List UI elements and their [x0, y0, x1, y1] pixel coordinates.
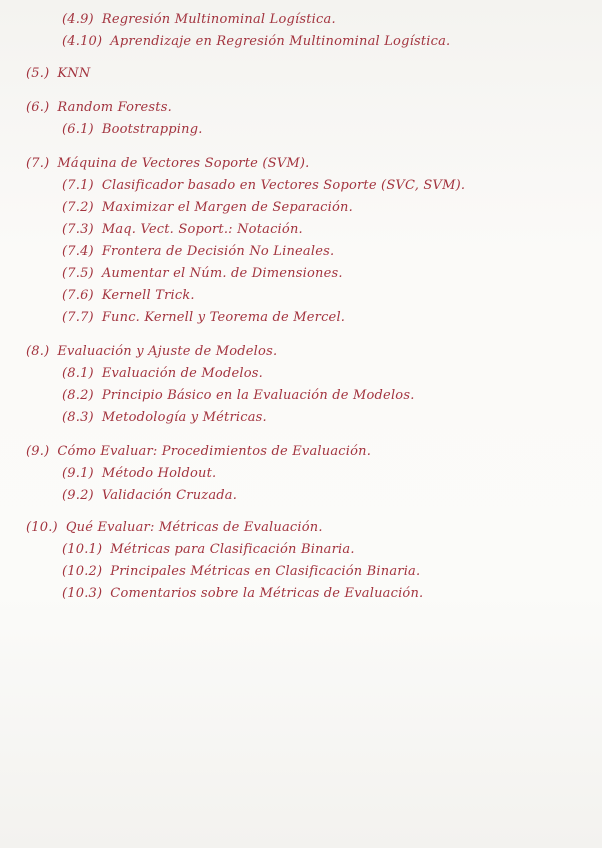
section-number: (5.) [26, 66, 50, 81]
entry-number: (10.1) [62, 542, 103, 557]
entry-number: (9.2) [62, 488, 94, 503]
entry-number: (7.5) [62, 266, 94, 281]
toc-entry [62, 388, 415, 404]
section-title: KNN [57, 66, 91, 81]
toc-section [26, 344, 277, 360]
entry-text: Aprendizaje en Regresión Multinominal Logística. [110, 34, 451, 49]
section-number: (7.) [26, 156, 50, 171]
entry-text: Maximizar el Margen de Separación. [101, 200, 353, 215]
entry-number: (4.10) [62, 34, 103, 49]
entry-number: (7.4) [62, 244, 94, 259]
entry-text: Clasificador basado en Vectores Soporte (SVC, SVM). [101, 178, 466, 193]
toc-entry [62, 586, 423, 602]
toc-entry [62, 244, 334, 260]
entry-text: Maq. Vect. Soport.: Notación. [101, 222, 303, 237]
entry-number: (7.3) [62, 222, 94, 237]
toc-entry [62, 266, 343, 282]
entry-text: Principales Métricas en Clasificación Binaria. [110, 564, 421, 579]
entry-number: (7.6) [62, 288, 94, 303]
entry-text: Func. Kernell y Teorema de Mercel. [101, 310, 346, 325]
entry-text: Metodología y Métricas. [101, 410, 267, 425]
entry-text: Bootstrapping. [101, 122, 203, 137]
toc-entry [62, 410, 267, 426]
section-number: (9.) [26, 444, 50, 459]
toc-entry [62, 200, 353, 216]
entry-text: Métricas para Clasificación Binaria. [110, 542, 355, 557]
entry-text: Método Holdout. [101, 466, 217, 481]
entry-number: (7.1) [62, 178, 94, 193]
section-number: (10.) [26, 520, 58, 535]
toc-entry [62, 564, 420, 580]
section-title: Evaluación y Ajuste de Modelos. [57, 344, 278, 359]
toc-section [26, 520, 323, 536]
toc-entry [62, 466, 216, 482]
toc-entry [62, 288, 195, 304]
entry-number: (7.2) [62, 200, 94, 215]
section-title: Cómo Evaluar: Procedimientos de Evaluación. [57, 444, 372, 459]
entry-number: (8.2) [62, 388, 94, 403]
entry-number: (8.3) [62, 410, 94, 425]
section-number: (6.) [26, 100, 50, 115]
toc-entry [62, 178, 465, 194]
toc-entry [62, 310, 345, 326]
entry-number: (6.1) [62, 122, 94, 137]
entry-number: (4.9) [62, 12, 94, 27]
toc-entry [62, 122, 203, 138]
entry-number: (10.2) [62, 564, 103, 579]
toc-entry [62, 12, 336, 28]
entry-text: Evaluación de Modelos. [101, 366, 263, 381]
toc-entry [62, 34, 450, 50]
section-title: Máquina de Vectores Soporte (SVM). [57, 156, 310, 171]
toc-section [26, 66, 90, 82]
section-number: (8.) [26, 344, 50, 359]
entry-number: (10.3) [62, 586, 103, 601]
toc-section [26, 100, 172, 116]
entry-number: (9.1) [62, 466, 94, 481]
section-title: Random Forests. [57, 100, 172, 115]
toc-entry [62, 222, 303, 238]
section-title: Qué Evaluar: Métricas de Evaluación. [65, 520, 323, 535]
entry-text: Aumentar el Núm. de Dimensiones. [101, 266, 343, 281]
entry-text: Principio Básico en la Evaluación de Modelos. [101, 388, 415, 403]
entry-text: Regresión Multinominal Logística. [101, 12, 336, 27]
entry-text: Frontera de Decisión No Lineales. [101, 244, 335, 259]
toc-entry [62, 366, 263, 382]
toc-section [26, 444, 371, 460]
entry-text: Kernell Trick. [101, 288, 195, 303]
entry-text: Validación Cruzada. [101, 488, 238, 503]
entry-number: (7.7) [62, 310, 94, 325]
toc-section [26, 156, 309, 172]
entry-text: Comentarios sobre la Métricas de Evaluación. [110, 586, 424, 601]
toc-entry [62, 542, 355, 558]
entry-number: (8.1) [62, 366, 94, 381]
toc-entry [62, 488, 237, 504]
